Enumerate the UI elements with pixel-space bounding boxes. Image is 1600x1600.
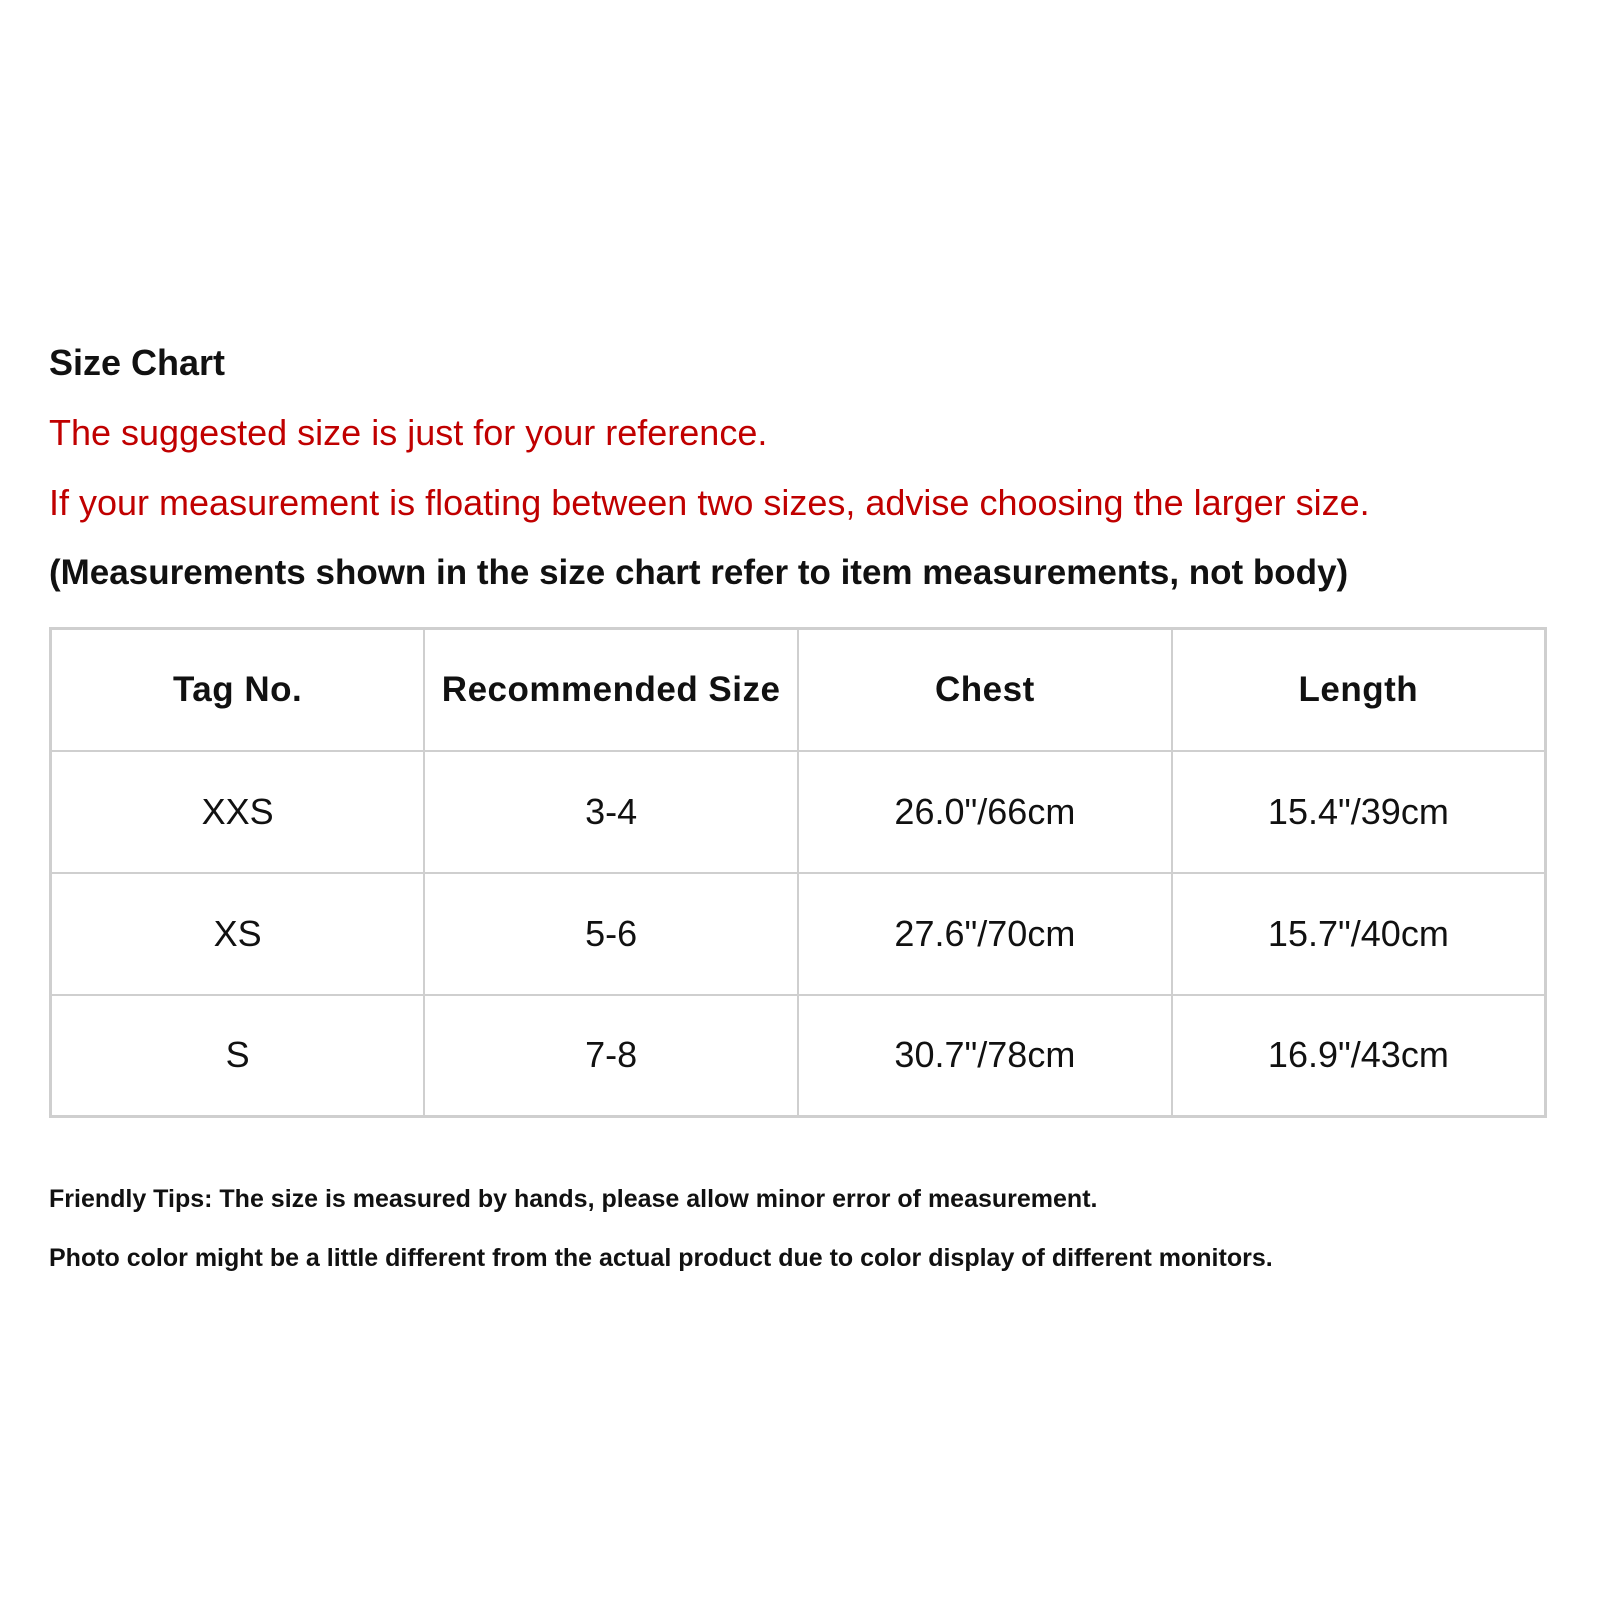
cell-chest: 26.0"/66cm: [798, 751, 1172, 873]
cell-chest: 27.6"/70cm: [798, 873, 1172, 995]
sizing-advice-note: If your measurement is floating between two sizes, advise choosing the larger size.: [49, 482, 1370, 523]
table-row: [51, 873, 1546, 995]
table-header-row: [51, 629, 1546, 751]
cell-tag-no: S: [51, 995, 425, 1117]
cell-recommended-size: 7-8: [424, 995, 798, 1117]
table-row: [51, 751, 1546, 873]
cell-length: 15.4"/39cm: [1172, 751, 1546, 873]
friendly-tip: Friendly Tips: The size is measured by hands, please allow minor error of measurement.: [49, 1185, 1098, 1213]
cell-tag-no: XXS: [51, 751, 425, 873]
table-row: [51, 995, 1546, 1117]
header-chest: Chest: [798, 629, 1172, 751]
measurement-disclaimer: (Measurements shown in the size chart refer to item measurements, not body): [49, 553, 1349, 592]
photo-color-tip: Photo color might be a little different from the actual product due to color display of different monitors.: [49, 1244, 1273, 1272]
reference-note: The suggested size is just for your reference.: [49, 412, 768, 453]
size-chart-title: Size Chart: [49, 342, 226, 383]
cell-recommended-size: 3-4: [424, 751, 798, 873]
cell-tag-no: XS: [51, 873, 425, 995]
size-table: [49, 627, 1547, 1118]
cell-chest: 30.7"/78cm: [798, 995, 1172, 1117]
header-recommended-size: Recommended Size: [424, 629, 798, 751]
cell-length: 16.9"/43cm: [1172, 995, 1546, 1117]
cell-recommended-size: 5-6: [424, 873, 798, 995]
cell-length: 15.7"/40cm: [1172, 873, 1546, 995]
header-tag-no: Tag No.: [51, 629, 425, 751]
header-length: Length: [1172, 629, 1546, 751]
